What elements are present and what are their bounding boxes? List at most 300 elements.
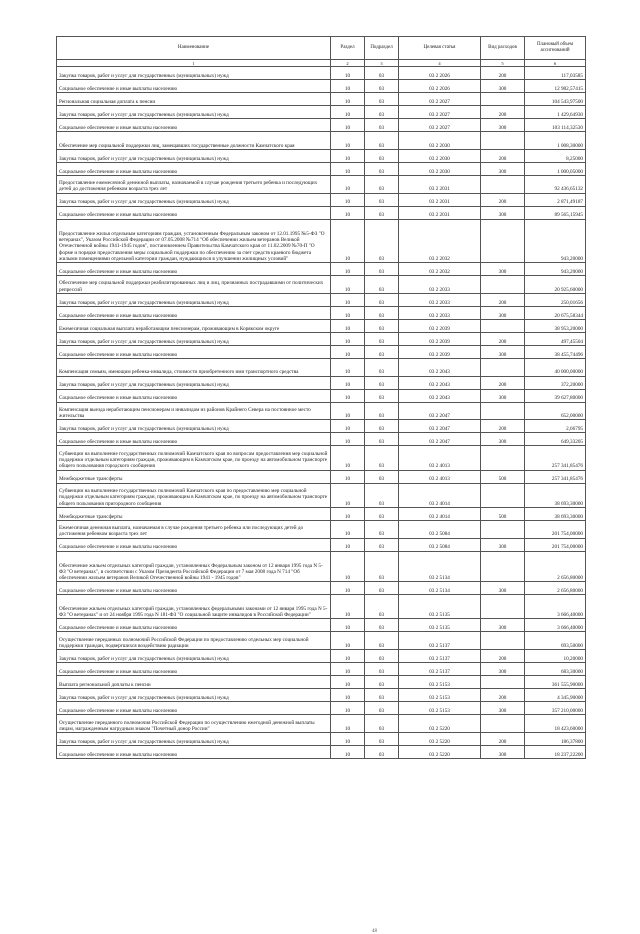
- cell-podrazdel: 03: [365, 732, 399, 745]
- cell-podrazdel: 03: [365, 175, 399, 193]
- cell-sum: 117,03585: [525, 67, 586, 80]
- cell-sum: 186,37800: [525, 732, 586, 745]
- cell-podrazdel: 03: [365, 376, 399, 389]
- cell-vr: 200: [481, 420, 525, 433]
- column-number: 3: [365, 60, 399, 67]
- cell-razdel: 10: [331, 306, 365, 319]
- cell-sum: 39 627,80000: [525, 389, 586, 402]
- cell-name: Социальное обеспечение и иные выплаты населению: [57, 262, 331, 275]
- cell-name: Межбюджетные трансферты: [57, 507, 331, 520]
- cell-vr: [481, 632, 525, 650]
- cell-razdel: 10: [331, 433, 365, 446]
- cell-razdel: 10: [331, 219, 365, 262]
- cell-sum: 361 555,90000: [525, 676, 586, 689]
- cell-sum: 40 000,00000: [525, 358, 586, 376]
- table-row: [57, 319, 586, 332]
- cell-razdel: 10: [331, 358, 365, 376]
- cell-razdel: 10: [331, 632, 365, 650]
- table-row: [57, 619, 586, 632]
- table-row: [57, 632, 586, 650]
- table-row: [57, 715, 586, 733]
- cell-vr: 300: [481, 80, 525, 93]
- cell-sum: 89 565,15945: [525, 206, 586, 219]
- cell-podrazdel: 03: [365, 80, 399, 93]
- cell-sum: 8,25000: [525, 149, 586, 162]
- cell-podrazdel: 03: [365, 470, 399, 483]
- cell-name: Ежемесячная социальная выплата неработающим пенсионерам, проживающим в Корякском округе: [57, 319, 331, 332]
- header-csr: Целевая статья: [399, 37, 481, 60]
- cell-razdel: 10: [331, 715, 365, 733]
- cell-csr: 03 2 5153: [399, 676, 481, 689]
- cell-csr: 03 2 2030: [399, 132, 481, 150]
- table-row: [57, 80, 586, 93]
- cell-csr: 03 2 2043: [399, 389, 481, 402]
- cell-name: Закупка товаров, работ и услуг для государственных (муниципальных) нужд: [57, 689, 331, 702]
- cell-podrazdel: 03: [365, 689, 399, 702]
- cell-podrazdel: 03: [365, 358, 399, 376]
- cell-podrazdel: 03: [365, 663, 399, 676]
- cell-csr: 03 2 2026: [399, 67, 481, 80]
- cell-name: Социальное обеспечение и иные выплаты населению: [57, 389, 331, 402]
- cell-razdel: 10: [331, 551, 365, 582]
- column-number-row: [57, 60, 586, 67]
- cell-csr: 03 2 2031: [399, 206, 481, 219]
- cell-vr: [481, 483, 525, 507]
- table-row: [57, 507, 586, 520]
- cell-podrazdel: 03: [365, 206, 399, 219]
- table-row: [57, 306, 586, 319]
- cell-vr: [481, 132, 525, 150]
- cell-podrazdel: 03: [365, 119, 399, 132]
- cell-vr: 200: [481, 106, 525, 119]
- cell-vr: [481, 319, 525, 332]
- cell-sum: 2 656,80000: [525, 582, 586, 595]
- cell-vr: 300: [481, 389, 525, 402]
- cell-razdel: 10: [331, 345, 365, 358]
- table-row: [57, 745, 586, 758]
- cell-podrazdel: 03: [365, 293, 399, 306]
- cell-podrazdel: 03: [365, 106, 399, 119]
- cell-podrazdel: 03: [365, 520, 399, 538]
- cell-razdel: 10: [331, 507, 365, 520]
- cell-sum: 649,33205: [525, 433, 586, 446]
- cell-podrazdel: 03: [365, 420, 399, 433]
- cell-sum: 1 000,05000: [525, 162, 586, 175]
- cell-sum: 38 455,74496: [525, 345, 586, 358]
- cell-vr: 300: [481, 162, 525, 175]
- budget-page: [56, 36, 585, 934]
- cell-podrazdel: 03: [365, 306, 399, 319]
- cell-vr: 200: [481, 650, 525, 663]
- cell-csr: 03 2 5137: [399, 663, 481, 676]
- cell-vr: 300: [481, 702, 525, 715]
- cell-name: Социальное обеспечение и иные выплаты населению: [57, 433, 331, 446]
- column-number: 2: [331, 60, 365, 67]
- cell-csr: 03 2 4014: [399, 507, 481, 520]
- table-row: [57, 595, 586, 619]
- cell-name: Закупка товаров, работ и услуг для государственных (муниципальных) нужд: [57, 293, 331, 306]
- table-row: [57, 106, 586, 119]
- cell-vr: 500: [481, 470, 525, 483]
- cell-sum: 12 982,57415: [525, 80, 586, 93]
- cell-razdel: 10: [331, 689, 365, 702]
- cell-vr: [481, 219, 525, 262]
- cell-csr: 03 2 2043: [399, 376, 481, 389]
- cell-name: Компенсация семьям, имеющим ребенка-инвалида, стоимости приобретенного ими транспортного средства: [57, 358, 331, 376]
- cell-razdel: 10: [331, 389, 365, 402]
- page-number: 48: [372, 929, 377, 934]
- cell-vr: [481, 715, 525, 733]
- cell-csr: 03 2 5137: [399, 650, 481, 663]
- cell-name: Обеспечение мер социальной поддержки реабилитированных лиц и лиц, признанных пострадавшими от политических репрессий: [57, 275, 331, 293]
- cell-vr: 200: [481, 149, 525, 162]
- table-row: [57, 663, 586, 676]
- cell-csr: 03 2 2043: [399, 358, 481, 376]
- cell-sum: 10,20000: [525, 650, 586, 663]
- cell-sum: 3 666,40000: [525, 619, 586, 632]
- table-row: [57, 420, 586, 433]
- cell-podrazdel: 03: [365, 433, 399, 446]
- cell-name: Социальное обеспечение и иные выплаты населению: [57, 582, 331, 595]
- cell-name: Социальное обеспечение и иные выплаты населению: [57, 119, 331, 132]
- cell-csr: 03 2 2026: [399, 80, 481, 93]
- cell-razdel: 10: [331, 262, 365, 275]
- cell-vr: [481, 595, 525, 619]
- table-row: [57, 345, 586, 358]
- cell-razdel: 10: [331, 663, 365, 676]
- cell-sum: 4 345,90000: [525, 689, 586, 702]
- cell-name: Предоставление жилья отдельным категориям граждан, установленным Федеральным законом от 12.01.1995 №5-ФЗ "О ветеранах", Указом Российской Федерации от 07.05.2008 №714 "Об обеспечении жильем ветеранов Великой Отечественной войны 1941-1945 годов", постановлением Правительства Камчатского края от 11.02.2009 №70-П "О форме и порядке предоставления меры социальной поддержки по обеспечению за счет средств краевого бюджета жилыми помещениями отдельной категории граждан, нуждающихся в улучшении жилищных условий": [57, 219, 331, 262]
- cell-csr: 03 2 2031: [399, 175, 481, 193]
- cell-razdel: 10: [331, 67, 365, 80]
- cell-csr: 03 2 2039: [399, 332, 481, 345]
- cell-vr: 300: [481, 619, 525, 632]
- cell-razdel: 10: [331, 420, 365, 433]
- cell-podrazdel: 03: [365, 595, 399, 619]
- cell-name: Закупка товаров, работ и услуг для государственных (муниципальных) нужд: [57, 67, 331, 80]
- table-row: [57, 193, 586, 206]
- cell-csr: 03 2 5084: [399, 538, 481, 551]
- cell-razdel: 10: [331, 80, 365, 93]
- table-row: [57, 332, 586, 345]
- cell-podrazdel: 03: [365, 319, 399, 332]
- cell-name: Межбюджетные трансферты: [57, 470, 331, 483]
- cell-sum: 38 953,20000: [525, 319, 586, 332]
- cell-csr: 03 2 5134: [399, 551, 481, 582]
- table-row: [57, 67, 586, 80]
- cell-name: Субвенции на выполнение государственных полномочий Камчатского края по вопросам предоставления мер социальной поддержки отдельным категориям граждан, проживающим в Камчатском крае, по проезду на автомобильном транспорте общего пользования городского сообщения: [57, 446, 331, 470]
- cell-name: Закупка товаров, работ и услуг для государственных (муниципальных) нужд: [57, 420, 331, 433]
- cell-vr: 300: [481, 663, 525, 676]
- cell-podrazdel: 03: [365, 676, 399, 689]
- cell-csr: 03 2 2047: [399, 402, 481, 420]
- cell-vr: 300: [481, 206, 525, 219]
- cell-name: Социальное обеспечение и иные выплаты населению: [57, 702, 331, 715]
- cell-name: Региональная социальная доплата к пенсии: [57, 93, 331, 106]
- cell-vr: [481, 358, 525, 376]
- cell-vr: [481, 520, 525, 538]
- cell-name: Социальное обеспечение и иные выплаты населению: [57, 162, 331, 175]
- cell-csr: 03 2 5153: [399, 702, 481, 715]
- column-number: 4: [399, 60, 481, 67]
- cell-vr: 300: [481, 745, 525, 758]
- table-row: [57, 119, 586, 132]
- header-razdel: Раздел: [331, 37, 365, 60]
- cell-csr: 03 2 2027: [399, 106, 481, 119]
- cell-razdel: 10: [331, 162, 365, 175]
- cell-razdel: 10: [331, 293, 365, 306]
- cell-name: Осуществление переданных полномочий Российской Федерации по предоставлению отдельных мер социальной поддержки граждан, подвергшихся воздействию радиации: [57, 632, 331, 650]
- cell-name: Предоставление ежемесячной денежной выплаты, назначаемой в случае рождения третьего ребенка и последующих детей до достижения ребенком возраста трех лет: [57, 175, 331, 193]
- cell-razdel: 10: [331, 732, 365, 745]
- cell-podrazdel: 03: [365, 132, 399, 150]
- cell-podrazdel: 03: [365, 446, 399, 470]
- table-row: [57, 470, 586, 483]
- cell-razdel: 10: [331, 446, 365, 470]
- cell-razdel: 10: [331, 520, 365, 538]
- cell-csr: 03 2 2032: [399, 262, 481, 275]
- cell-sum: 38 693,30000: [525, 507, 586, 520]
- cell-razdel: 10: [331, 582, 365, 595]
- table-row: [57, 732, 586, 745]
- cell-name: Осуществление переданного полномочия Российской Федерации по осуществлению ежегодной денежной выплаты лицам, награжденным нагрудным знаком "Почетный донор России": [57, 715, 331, 733]
- cell-name: Закупка товаров, работ и услуг для государственных (муниципальных) нужд: [57, 376, 331, 389]
- cell-name: Выплата региональной доплаты к пенсии: [57, 676, 331, 689]
- cell-name: Обеспечение мер социальной поддержки лиц, замещавших государственные должности Камчатского края: [57, 132, 331, 150]
- cell-name: Обеспечение жильем отдельных категорий граждан, установленных федеральными законами от 12 января 1995 года N 5-ФЗ "О ветеранах" и от 24 ноября 1995 года N 181-ФЗ "О социальной защите инвалидов в Российской Федерации": [57, 595, 331, 619]
- cell-sum: 683,30000: [525, 663, 586, 676]
- cell-sum: 1 429,64930: [525, 106, 586, 119]
- cell-podrazdel: 03: [365, 332, 399, 345]
- header-podrazdel: Подраздел: [365, 37, 399, 60]
- cell-razdel: 10: [331, 319, 365, 332]
- cell-name: Социальное обеспечение и иные выплаты населению: [57, 538, 331, 551]
- cell-name: Компенсация выезда неработающим пенсионерам и инвалидам из районов Крайнего Севера на постоянное место жительства: [57, 402, 331, 420]
- cell-razdel: 10: [331, 402, 365, 420]
- cell-csr: 03 2 5220: [399, 715, 481, 733]
- cell-podrazdel: 03: [365, 162, 399, 175]
- cell-razdel: 10: [331, 132, 365, 150]
- table-row: [57, 162, 586, 175]
- cell-vr: [481, 175, 525, 193]
- cell-vr: 500: [481, 507, 525, 520]
- table-row: [57, 520, 586, 538]
- cell-sum: 104 543,97500: [525, 93, 586, 106]
- table-row: [57, 175, 586, 193]
- cell-vr: [481, 93, 525, 106]
- cell-vr: 200: [481, 193, 525, 206]
- cell-sum: 103 114,32530: [525, 119, 586, 132]
- cell-vr: [481, 676, 525, 689]
- cell-csr: 03 2 2030: [399, 149, 481, 162]
- cell-razdel: 10: [331, 650, 365, 663]
- cell-razdel: 10: [331, 745, 365, 758]
- cell-vr: 300: [481, 306, 525, 319]
- table-row: [57, 402, 586, 420]
- table-body: [57, 67, 586, 759]
- cell-name: Социальное обеспечение и иные выплаты населению: [57, 745, 331, 758]
- cell-sum: 3 666,40000: [525, 595, 586, 619]
- cell-name: Социальное обеспечение и иные выплаты населению: [57, 345, 331, 358]
- cell-podrazdel: 03: [365, 582, 399, 595]
- cell-sum: 357 210,00000: [525, 702, 586, 715]
- cell-name: Закупка товаров, работ и услуг для государственных (муниципальных) нужд: [57, 650, 331, 663]
- cell-podrazdel: 03: [365, 632, 399, 650]
- table-row: [57, 376, 586, 389]
- table-row: [57, 132, 586, 150]
- table-row: [57, 219, 586, 262]
- table-row: [57, 93, 586, 106]
- cell-csr: 03 2 2047: [399, 433, 481, 446]
- cell-vr: 300: [481, 538, 525, 551]
- cell-csr: 03 2 4013: [399, 446, 481, 470]
- cell-sum: 201 754,00000: [525, 520, 586, 538]
- cell-sum: 1 008,30000: [525, 132, 586, 150]
- cell-sum: 372,20000: [525, 376, 586, 389]
- cell-sum: 2 871,49187: [525, 193, 586, 206]
- cell-podrazdel: 03: [365, 219, 399, 262]
- cell-name: Социальное обеспечение и иные выплаты населению: [57, 306, 331, 319]
- cell-csr: 03 2 5220: [399, 745, 481, 758]
- cell-vr: 300: [481, 433, 525, 446]
- cell-csr: 03 2 2031: [399, 193, 481, 206]
- table-row: [57, 293, 586, 306]
- cell-razdel: 10: [331, 175, 365, 193]
- cell-csr: 03 2 2027: [399, 119, 481, 132]
- cell-podrazdel: 03: [365, 93, 399, 106]
- cell-vr: 300: [481, 119, 525, 132]
- cell-podrazdel: 03: [365, 67, 399, 80]
- cell-vr: [481, 402, 525, 420]
- cell-name: Социальное обеспечение и иные выплаты населению: [57, 206, 331, 219]
- cell-csr: 03 2 2032: [399, 219, 481, 262]
- cell-vr: [481, 275, 525, 293]
- cell-sum: 693,50000: [525, 632, 586, 650]
- cell-sum: 18 237,22200: [525, 745, 586, 758]
- cell-csr: 03 2 5153: [399, 689, 481, 702]
- cell-vr: [481, 551, 525, 582]
- cell-sum: 38 693,30000: [525, 483, 586, 507]
- table-row: [57, 358, 586, 376]
- cell-vr: 200: [481, 67, 525, 80]
- cell-name: Социальное обеспечение и иные выплаты населению: [57, 663, 331, 676]
- cell-csr: 03 2 2039: [399, 345, 481, 358]
- cell-podrazdel: 03: [365, 619, 399, 632]
- cell-sum: 92 436,65132: [525, 175, 586, 193]
- cell-razdel: 10: [331, 470, 365, 483]
- cell-name: Закупка товаров, работ и услуг для государственных (муниципальных) нужд: [57, 732, 331, 745]
- cell-sum: 250,01656: [525, 293, 586, 306]
- cell-name: Закупка товаров, работ и услуг для государственных (муниципальных) нужд: [57, 106, 331, 119]
- cell-csr: 03 2 5137: [399, 632, 481, 650]
- cell-name: Закупка товаров, работ и услуг для государственных (муниципальных) нужд: [57, 332, 331, 345]
- table-row: [57, 433, 586, 446]
- cell-vr: 300: [481, 262, 525, 275]
- cell-csr: 03 2 2047: [399, 420, 481, 433]
- cell-vr: 300: [481, 345, 525, 358]
- cell-razdel: 10: [331, 483, 365, 507]
- cell-podrazdel: 03: [365, 389, 399, 402]
- cell-vr: 200: [481, 293, 525, 306]
- column-number: 6: [525, 60, 586, 67]
- cell-vr: 200: [481, 376, 525, 389]
- cell-sum: 943,20000: [525, 219, 586, 262]
- cell-razdel: 10: [331, 149, 365, 162]
- cell-vr: 300: [481, 582, 525, 595]
- cell-csr: 03 2 5220: [399, 732, 481, 745]
- cell-vr: 200: [481, 332, 525, 345]
- cell-name: Ежемесячная денежная выплата, назначаемая в случае рождения третьего ребенка или последующих детей до достижения ребенком возраста трех лет: [57, 520, 331, 538]
- header-name: Наименование: [57, 37, 331, 60]
- table-row: [57, 689, 586, 702]
- table-row: [57, 483, 586, 507]
- cell-vr: 200: [481, 689, 525, 702]
- cell-csr: 03 2 2039: [399, 319, 481, 332]
- header-vr: Вид расходов: [481, 37, 525, 60]
- header-sum: Плановый объем ассигнований: [525, 37, 586, 60]
- cell-podrazdel: 03: [365, 715, 399, 733]
- table-row: [57, 676, 586, 689]
- table-row: [57, 275, 586, 293]
- cell-podrazdel: 03: [365, 551, 399, 582]
- cell-podrazdel: 03: [365, 402, 399, 420]
- column-number: 1: [57, 60, 331, 67]
- cell-sum: 943,20000: [525, 262, 586, 275]
- budget-table: [56, 36, 586, 759]
- cell-csr: 03 2 5084: [399, 520, 481, 538]
- cell-razdel: 10: [331, 595, 365, 619]
- cell-razdel: 10: [331, 619, 365, 632]
- cell-razdel: 10: [331, 106, 365, 119]
- cell-csr: 03 2 2027: [399, 93, 481, 106]
- table-row: [57, 149, 586, 162]
- cell-sum: 497,45504: [525, 332, 586, 345]
- cell-podrazdel: 03: [365, 193, 399, 206]
- cell-razdel: 10: [331, 193, 365, 206]
- table-header-row: [57, 37, 586, 60]
- cell-sum: 20 675,58344: [525, 306, 586, 319]
- cell-vr: [481, 446, 525, 470]
- cell-sum: 257 341,85476: [525, 446, 586, 470]
- cell-podrazdel: 03: [365, 149, 399, 162]
- cell-csr: 03 2 5135: [399, 595, 481, 619]
- cell-sum: 652,00000: [525, 402, 586, 420]
- cell-csr: 03 2 2033: [399, 293, 481, 306]
- cell-csr: 03 2 5134: [399, 582, 481, 595]
- cell-podrazdel: 03: [365, 345, 399, 358]
- cell-razdel: 10: [331, 376, 365, 389]
- cell-razdel: 10: [331, 93, 365, 106]
- cell-razdel: 10: [331, 275, 365, 293]
- cell-sum: 2,66795: [525, 420, 586, 433]
- cell-name: Субвенции на выполнение государственных полномочий Камчатского края по предоставлению мер социальной поддержки отдельным категориям граждан, проживающим в Камчатском крае, по проезду на автомобильном транспорте общего пользования пригородного сообщения: [57, 483, 331, 507]
- cell-razdel: 10: [331, 702, 365, 715]
- table-row: [57, 650, 586, 663]
- cell-csr: 03 2 4013: [399, 470, 481, 483]
- cell-razdel: 10: [331, 119, 365, 132]
- table-row: [57, 446, 586, 470]
- cell-vr: 200: [481, 732, 525, 745]
- cell-podrazdel: 03: [365, 275, 399, 293]
- cell-podrazdel: 03: [365, 745, 399, 758]
- table-row: [57, 582, 586, 595]
- cell-podrazdel: 03: [365, 507, 399, 520]
- cell-podrazdel: 03: [365, 262, 399, 275]
- table-row: [57, 206, 586, 219]
- cell-name: Закупка товаров, работ и услуг для государственных (муниципальных) нужд: [57, 149, 331, 162]
- cell-csr: 03 2 2033: [399, 275, 481, 293]
- cell-razdel: 10: [331, 332, 365, 345]
